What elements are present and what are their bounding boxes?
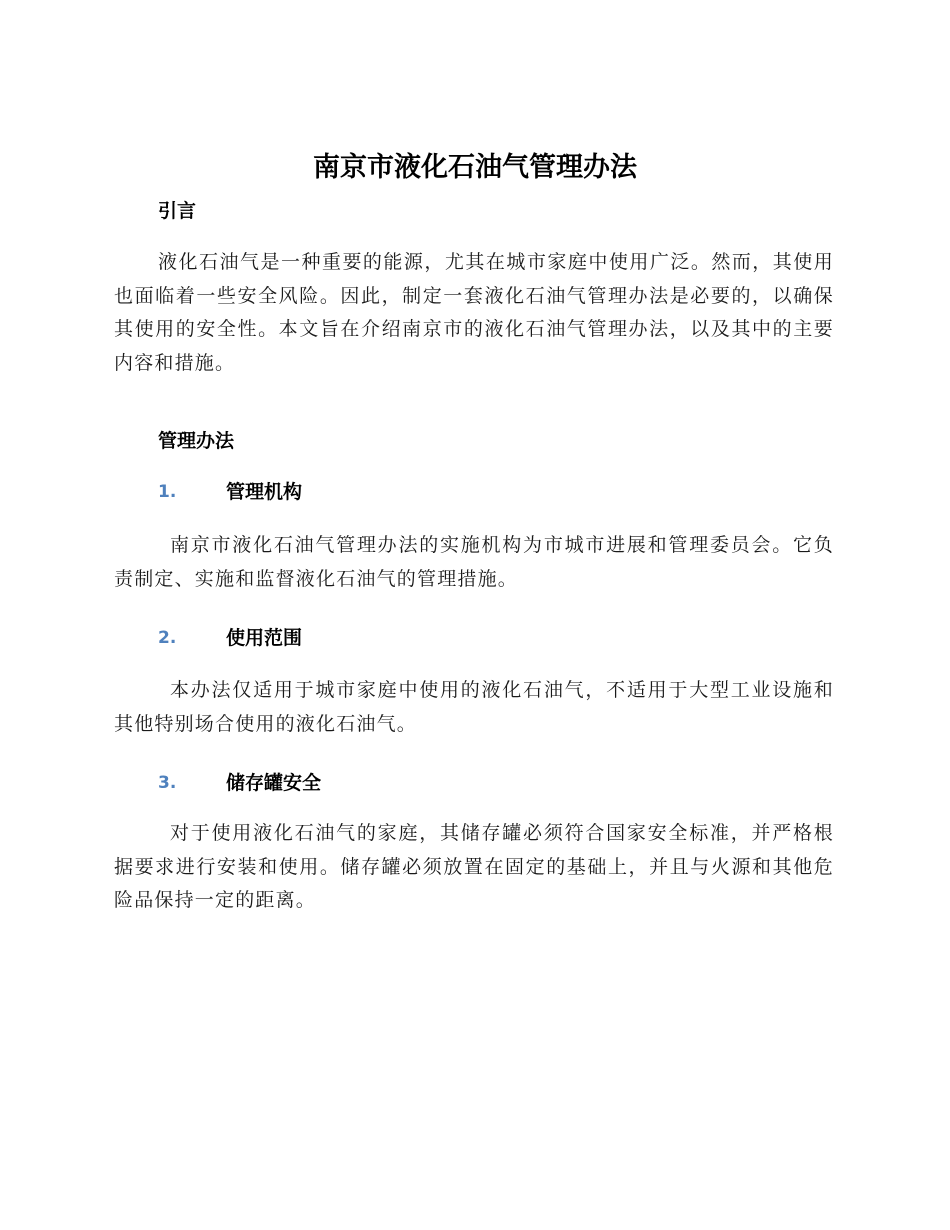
- intro-heading: 引言: [158, 200, 197, 222]
- list-item-title: 管理机构: [226, 481, 303, 503]
- list-item-2-text: 本办法仅适用于城市家庭中使用的液化石油气，不适用于大型工业设施和其他特别场合使用的液化石油气。: [114, 679, 834, 735]
- section-heading: 管理办法: [158, 430, 235, 452]
- list-item-title: 使用范围: [226, 627, 303, 649]
- list-item-number: 1.: [158, 482, 177, 502]
- document-title: 南京市液化石油气管理办法: [313, 152, 637, 183]
- list-item-number: 3.: [158, 773, 177, 793]
- list-item-number: 2.: [158, 628, 177, 648]
- list-item-3-text: 对于使用液化石油气的家庭，其储存罐必须符合国家安全标准，并严格根据要求进行安装和使用。储存罐必须放置在固定的基础上，并且与火源和其他危险品保持一定的距离。: [114, 822, 834, 911]
- intro-paragraph: 液化石油气是一种重要的能源，尤其在城市家庭中使用广泛。然而，其使用也面临着一些安全风险。因此，制定一套液化石油气管理办法是必要的，以确保其使用的安全性。本文旨在介绍南京市的液化石油气管理办法，以及其中的主要内容和措施。: [114, 251, 834, 374]
- list-item-title: 储存罐安全: [226, 772, 322, 794]
- list-item-1-text: 南京市液化石油气管理办法的实施机构为市城市进展和管理委员会。它负责制定、实施和监督液化石油气的管理措施。: [114, 534, 834, 590]
